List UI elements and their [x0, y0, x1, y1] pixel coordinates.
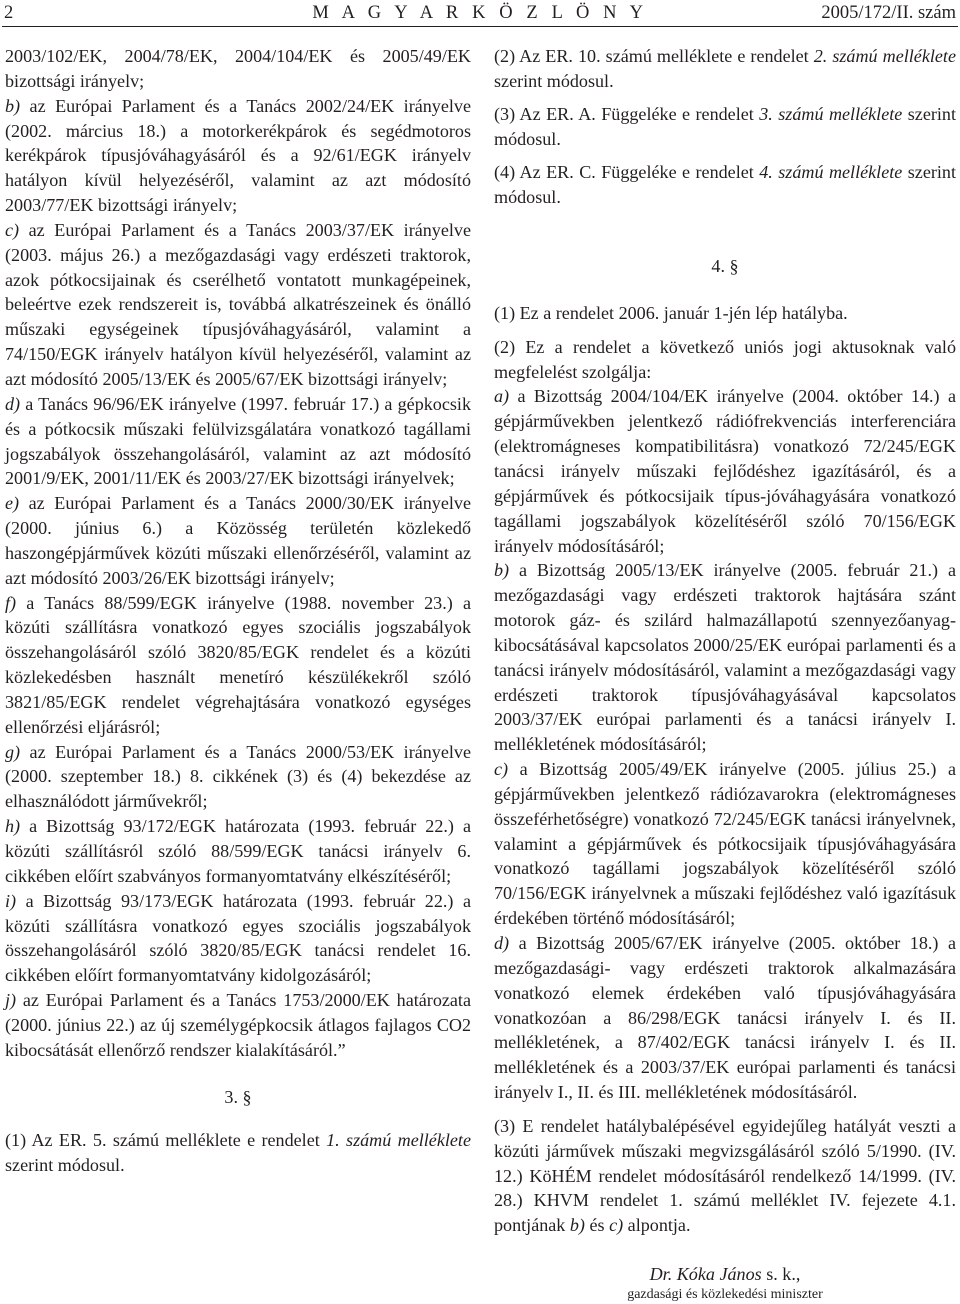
- list-item-f: f) a Tanács 88/599/EGK irányelve (1988. november 23.) a közúti szállításra vonatkozó egyes szociális jogszabályok összehangolásáról szóló 3820/85/EGK rendelet és a közúti közlekedésben használt menetíró készülékekről szóló 3821/85/EGK rendelet végrehajtására vonatkozó egységes ellenőrzési eljárásról;: [5, 592, 471, 737]
- signature-block: [494, 1262, 956, 1304]
- issue-number: 2005/172/II. szám: [821, 3, 956, 23]
- list-item-j: j) az Európai Parlament és a Tanács 1753/2000/EK határozata (2000. június 22.) az új személygépkocsik átlagos fajlagos CO2 kibocsátását ellenőrző rendszer kialakításáról.”: [5, 990, 471, 1060]
- left-column: [5, 44, 471, 1178]
- list-item-c: c) a Bizottság 2005/49/EK irányelve (2005. július 25.) a gépjárművekben jelentkező rádiózavarokra (elektromágneses összeférhetőségre) vonatkozó 72/245/EGK tanácsi irányelvnek, valamint a gépjárművek és pótkocsijaik típusjóváhagyására vonatkozó tagállami jogszabályok közelítéséről szóló 70/156/EGK irányelvnek a műszaki fejlődéshez való igazításuk érdekében történő módosításáról;: [494, 759, 956, 929]
- paragraph: (2) Ez a rendelet a következő uniós jogi aktusoknak való megfelelést szolgálja:: [494, 336, 956, 382]
- list-item-b: b) az Európai Parlament és a Tanács 2002/24/EK irányelve (2002. március 18.) a motorkerékpárok és segédmotoros kerékpárok típusjóváhagyásáról és a 92/61/EGK irányelv hatályon kívül helyezéséről, valamint az azt módosító 2003/77/EK bizottsági irányelv;: [5, 95, 471, 216]
- signature-name: Dr. Kóka János: [649, 1264, 762, 1285]
- paragraph: (2) Az ER. 10. számú melléklete e rendelet 2. számú melléklete szerint módosul.: [494, 46, 956, 91]
- journal-title: M A G Y A R K Ö Z L Ö N Y: [312, 3, 648, 23]
- running-header: [2, 0, 958, 27]
- list-item-c: c) az Európai Parlament és a Tanács 2003/37/EK irányelve (2003. május 26.) a mezőgazdasági vagy erdészeti traktorok, azok pótkocsijainak és cserélhető vontatott munkagépeinek, beleértve ezek rendszereit is, továbbá alkatrészeinek és önálló műszaki egységeinek típusjóváhagyásáról, valamint a 74/150/EGK irányelv hatályon kívül helyezéséről, valamint az azt módosító 2005/13/EK és 2005/67/EK bizottsági irányelv;: [5, 219, 471, 389]
- list-item-d: d) a Bizottság 2005/67/EK irányelve (2005. október 18.) a mezőgazdasági- vagy erdészeti traktorok alkalmazására vonatkozó elemek érdekében való típusjóváhagyására vonatkozóan a 86/298/EGK tanácsi irányelv I. és II. mellékletének, a 87/402/EGK tanácsi irányelv I. és II. mellékletének és a 2003/37/EK európai parlamenti és tanácsi irányelv I., II. és III. mellékletének módosításáról.: [494, 933, 956, 1103]
- list-item-a: a) a Bizottság 2004/104/EK irányelve (2004. október 14.) a gépjárművekben jelentkező rádiófrekvenciás interferenciára (elektromágneses kompatibilitásra) vonatkozó 72/245/EGK tanácsi irányelv műszaki fejlődéshez igazításáról, és a gépjárművek és pótkocsijaik típus-jóváhagyására vonatkozó tagállami jogszabályok közelítéséről szóló 70/156/EGK irányelv módosításáról;: [494, 386, 956, 556]
- paragraph: (3) E rendelet hatálybalépésével egyidejűleg hatályát veszti a közúti járművek műszaki megvizsgálásáról szóló 5/1990. (IV. 12.) KöHÉM rendelet módosításáról rendelkező 14/1999. (IV. 28.) KHVM rendelet 1. számú melléklet IV. fejezete 4.1. pontjának b) és c) alpontja.: [494, 1115, 956, 1236]
- paragraph: (1) Ez a rendelet 2006. január 1-jén lép hatályba.: [494, 302, 848, 323]
- paragraph: (3) Az ER. A. Függeléke e rendelet 3. számú melléklete szerint módosul.: [494, 104, 956, 150]
- list-item-b: b) a Bizottság 2005/13/EK irányelve (2005. február 21.) a mezőgazdasági vagy erdészeti traktorok hajtására szánt motorok gáz- és szilárd halmazállapotú szennyezőanyag-kibocsátásával kapcsolatos 2000/25/EK európai parlamenti és a tanácsi irányelv módosításáról, valamint a mezőgazdasági vagy erdészeti traktorok típusjóváhagyásával kapcsolatos 2003/37/EK európai parlamenti és a tanácsi irányelv I. mellékletének módosításáról;: [494, 560, 956, 755]
- list-item-h: h) a Bizottság 93/172/EGK határozata (1993. február 22.) a közúti szállításról szóló 88/599/EGK tanácsi irányelv 6. cikkében előírt szabványos formanyomtatvány elkészítéséről;: [5, 816, 471, 886]
- signature-suffix: s. k.,: [761, 1264, 801, 1285]
- section-heading-4: 4. §: [711, 256, 739, 277]
- list-item-i: i) a Bizottság 93/173/EGK határozata (1993. február 22.) a közúti szállításra vonatkozó egyes szociális jogszabályok összehangolásáról szóló 3820/85/EGK tanácsi rendelet 16. cikkében előírt formanyomtatvány kidolgozásáról;: [5, 890, 471, 986]
- signature-role: gazdasági és közlekedési miniszter: [627, 1287, 823, 1303]
- paragraph: (4) Az ER. C. Függeléke e rendelet 4. számú melléklete szerint módosul.: [494, 162, 956, 208]
- paragraph: (1) Az ER. 5. számú melléklete e rendelet 1. számú melléklete szerint módosul.: [5, 1130, 471, 1176]
- section-heading-3: 3. §: [224, 1086, 252, 1107]
- right-column: [494, 44, 956, 1304]
- list-item-d: d) a Tanács 96/96/EK irányelve (1997. február 17.) a gépkocsik és a pótkocsik műszaki felülvizsgálatára vonatkozó tagállami jogszabályok összehangolásáról, valamint az azt módosító 2001/9/EK, 2001/11/EK és 2003/27/EK bizottsági irányelvek;: [5, 393, 471, 489]
- paragraph: 2003/102/EK, 2004/78/EK, 2004/104/EK és 2005/49/EK bizottsági irányelv;: [5, 46, 471, 91]
- list-item-g: g) az Európai Parlament és a Tanács 2000/53/EK irányelve (2000. szeptember 18.) 8. cikkének (3) és (4) bekezdése az elhasználódott járművekről;: [5, 741, 471, 812]
- page-number: 2: [4, 3, 14, 23]
- list-item-e: e) az Európai Parlament és a Tanács 2000/30/EK irányelve (2000. június 6.) a Közösség területén közlekedő haszongépjárművek közúti műszaki ellenőrzéséről, valamint az azt módosító 2003/26/EK bizottsági irányelv;: [5, 493, 471, 588]
